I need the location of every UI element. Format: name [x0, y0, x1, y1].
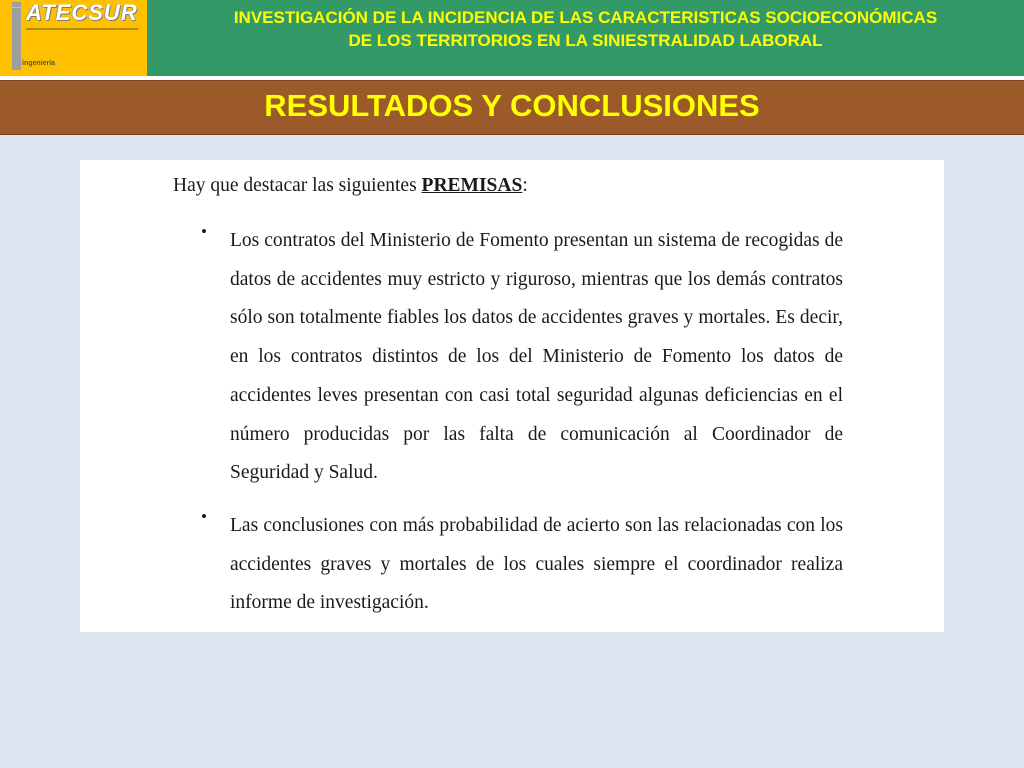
document-intro [173, 173, 843, 199]
intro-prefix: Hay que destacar las siguientes [173, 175, 422, 196]
logo-underline [26, 28, 138, 30]
header-title-line-1: INVESTIGACIÓN DE LA INCIDENCIA DE LAS CARACTERISTICAS SOCIOECONÓMICAS [233, 8, 938, 27]
bullet-icon: • [201, 222, 207, 241]
logo-bar [12, 8, 21, 70]
intro-suffix: : [522, 175, 528, 196]
list-item [173, 222, 843, 493]
list-item-text: Los contratos del Ministerio de Fomento presentan un sistema de recogidas de datos de accidentes muy estricto y riguroso, mientras que los demás contratos sólo son totalmente fiables los datos de accidentes graves y mortales. Es decir, en los contratos distintos de los del Ministerio de Fomento los datos de accidentes leves presentan con casi total seguridad algunas deficiencias en el número producidas por las falta de comunicación al Coordinador de Seguridad y Salud. [230, 230, 843, 484]
list-item [173, 507, 843, 623]
logo-name: ATECSUR [26, 0, 138, 25]
header-title-line-2: DE LOS TERRITORIOS EN LA SINIESTRALIDAD LABORAL [348, 31, 823, 50]
logo [0, 0, 147, 76]
section-title: RESULTADOS Y CONCLUSIONES [264, 88, 760, 123]
logo-dot [12, 2, 21, 7]
header-title [147, 6, 1024, 52]
document-text [173, 173, 843, 623]
list-item-text: Las conclusiones con más probabilidad de acierto son las relacionadas con los accidentes graves y mortales de los cuales siempre el coordinador realiza informe de investigación. [230, 514, 843, 614]
bullet-icon: • [201, 506, 207, 526]
logo-subtitle: ingeniería [22, 60, 56, 67]
intro-emphasis: PREMISAS [421, 175, 523, 196]
